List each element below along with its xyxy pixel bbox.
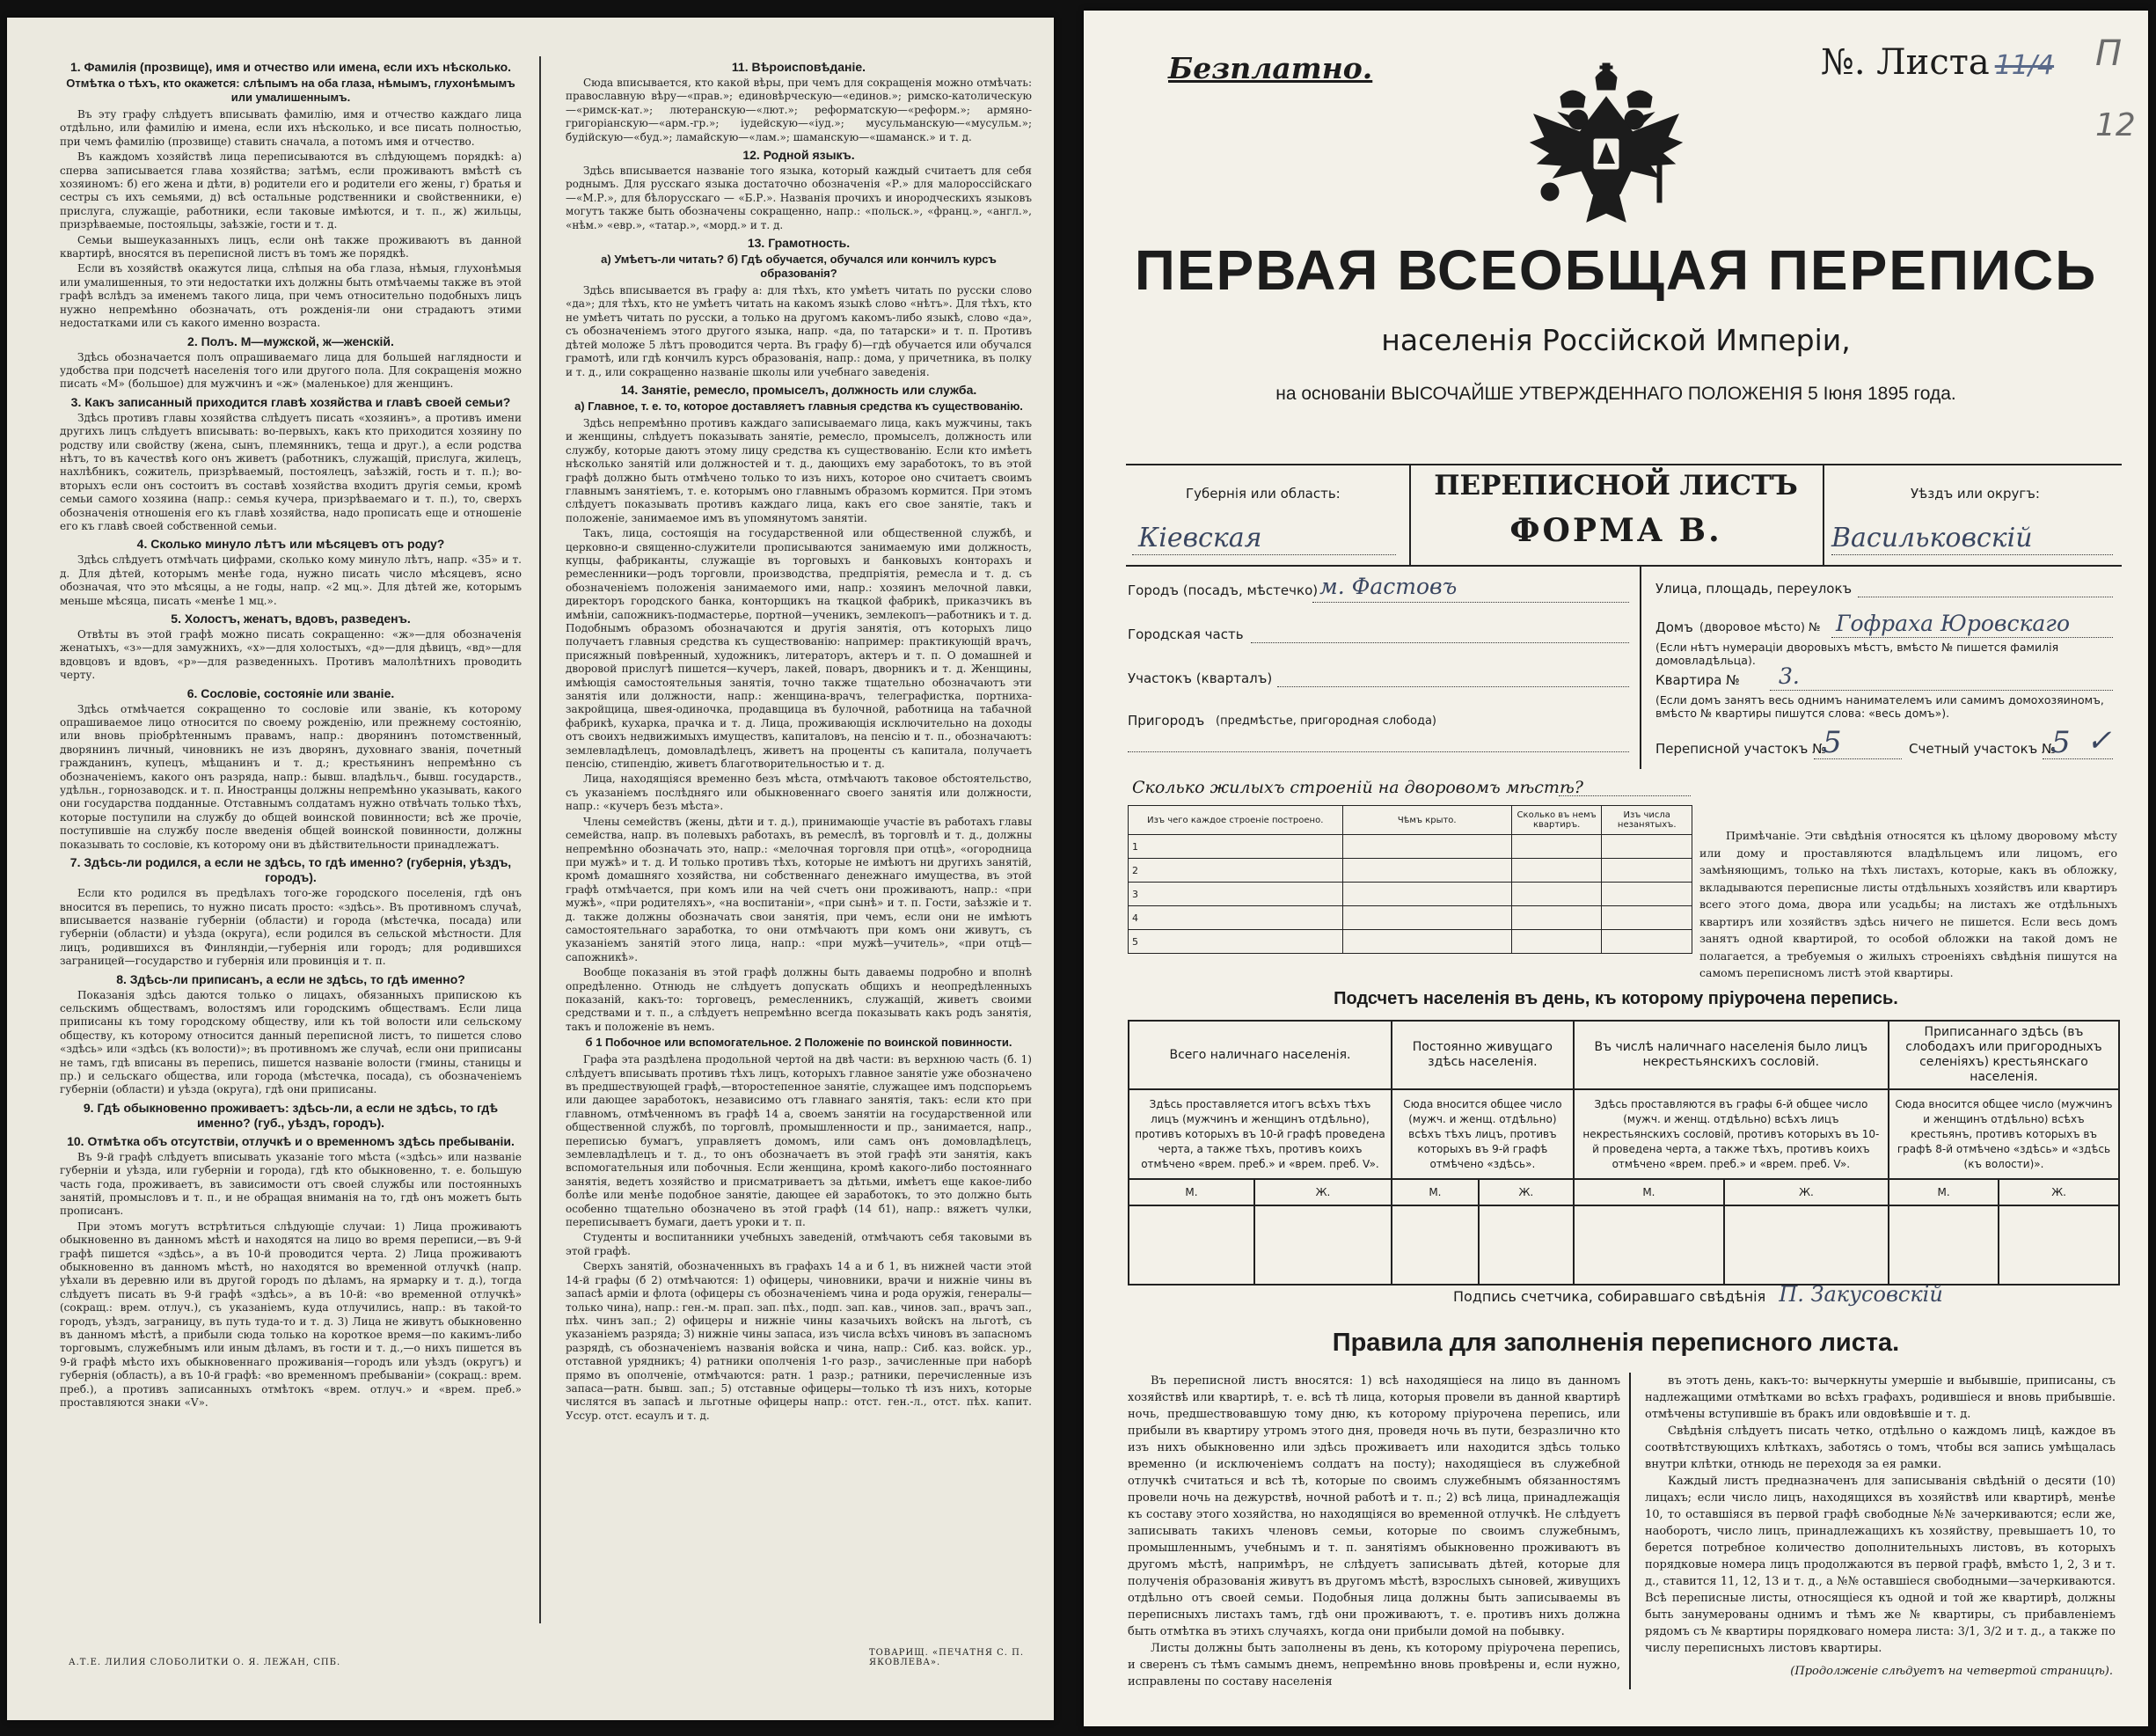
instruction-paragraph: Въ каждомъ хозяйствѣ лица переписываются въ слѣдующемъ порядкѣ: а) сперва записывается глава хозяйства; затѣмъ, если проживаютъ вмѣстѣ съ хозяиномъ: б) его жена и дѣти, в) родители его и родители его жены, г) братья и сестры съ ихъ семьями, д) всѣ остальные родственники и свойственники, е) прислуга, служащіе, работники, если таковые имѣются, и т. п., ж) жильцы, призрѣваемые, постояльцы, заѣзжіе, гости и т. д. [60, 150, 522, 231]
instruction-heading: 5. Холостъ, женатъ, вдовъ, разведенъ. [171, 612, 411, 626]
count-cell[interactable] [1889, 1205, 1999, 1285]
apartment-label: Квартира № [1655, 672, 1740, 688]
rules-paragraph: Свѣдѣнія слѣдуетъ писать четко, отдѣльно о каждомъ лицѣ, каждое въ соотвѣтствующихъ клѣткахъ, заботясь о томъ, чтобы вся запись умѣщалась внутри клѣтки, отнюдь не переходя за ея рамки. [1645, 1425, 2116, 1471]
instruction-paragraph: Здѣсь вписывается названіе того языка, который каждый считаетъ для себя роднымъ. Для русскаго языка достаточно обозначенія «Р.» для малороссійскаго—«М.Р.», для бѣлорусскаго — «Б.Р.». Названія прочихъ и инородческихъ языковъ могутъ также быть обозначены сокращенно, напр.: «польск.», «франц.», «англ.», «нѣм.» «евр.», «татар.», «морд.» и т. д. [566, 165, 1032, 231]
row-number: 5 [1129, 930, 1343, 954]
instruction-paragraph: Семьи вышеуказанныхъ лицъ, если онѣ также проживаютъ въ данной квартирѣ, вносятся въ переписной листъ въ томъ же порядкѣ. [60, 233, 522, 260]
header-divider-left [1409, 464, 1411, 567]
buildings-underline [1559, 795, 1691, 796]
suburb-hint: (предмѣстье, пригородная слобода) [1216, 714, 1436, 728]
check-mark: ✓ [2087, 723, 2112, 758]
rules-column-right [1645, 1373, 2116, 1657]
count-cell[interactable] [1999, 1205, 2119, 1285]
rules-paragraph: Каждый листъ предназначенъ для записыванія свѣдѣній о десяти (10) лицахъ; если число лицъ, находящихся въ хозяйствѣ или квартирѣ, менѣе 10, то оставшіяся въ первой графѣ свободные №№ зачеркиваются; если же, наоборотъ, число лицъ, принадлежащихъ къ хозяйству, превышаетъ 10, то берется потребное количество дополнительныхъ листовъ, въ которыхъ порядковые номера лицъ продолжаются въ первой графѣ, вмѣсто 1, 2, 3 и т. д., ставится 11, 12, 13 и т. д., а №№ оставшіеся свободными—зачеркиваются. Всѣ переписные листы, относящіеся къ одной и той же квартирѣ, должны быть занумерованы однимъ и тѣмъ же № квартиры, съ прибавленіемъ рядомъ съ № квартиры порядковаго номера листа: 3/1, 3/2 и т. д., а также по числу переписныхъ листовъ квартиры. [1645, 1475, 2116, 1655]
instruction-heading: 3. Какъ записанный приходится главѣ хозяйства и главѣ своей семьи? [70, 394, 511, 409]
census-subtitle: населенія Россійской Имперіи, [1381, 323, 1851, 357]
rules-paragraph: въ этотъ день, какъ-то: вычеркнуты умершіе и выбывшіе, приписаны, съ надлежащими отмѣтками во всѣхъ графахъ, родившіеся и вновь прибывшіе. отмѣчены вступившіе въ бракъ или овдовѣвшіе и т. д. [1645, 1374, 2116, 1421]
male-column-label: М. [1129, 1179, 1254, 1205]
header-top-line [1126, 464, 2122, 465]
form-letter: ФОРМА В. [1509, 512, 1722, 549]
buildings-question: Сколько жилыхъ строеній на дворовомъ мѣстѣ? [1132, 778, 1583, 797]
instruction-heading: 10. Отмѣтка объ отсутствіи, отлучкѣ и о временномъ здѣсь пребываніи. [67, 1133, 515, 1148]
row-number: 1 [1129, 835, 1343, 859]
instructions-column-1 [60, 56, 522, 1641]
instruction-paragraph: Сверхъ занятій, обозначенныхъ въ графахъ 14 а и б 1, въ нижней части этой 14-й графы (б 2) отмѣчаются: 1) офицеры, чиновники, врачи и нижніе чины въ запасѣ арміи и флота (офицеры съ обозначеніемъ чина и рода оружія, генералы—только чина), напр.: ген.-м. прап. зап. пѣх., подп. зап. кав., чинов. зап., врачъ зап., пѣх. чинъ зап.; 2) офицеры и нижніе чины казачьихъ войскъ на льготѣ, съ указаніемъ разряда; 3) нижніе чины запаса, изъ числа всѣхъ чиновъ въ запасномъ разрядѣ, съ обозначеніемъ названія войска и чина, напр.: Сиб. каз. войск. ур., отставной урядникъ; 4) ратники ополченія 1-го разр., зачисленные при наборѣ прямо въ ополченіе, отмѣчаются: ратн. 1 разр.; ратники, перечисленные изъ запаса—ратн. бывш. зап.; 5) отставные офицеры—только тѣ изъ нихъ, которые числятся въ запасѣ и льготные офицеры напр.: отст. ген.-л., отст. пѣх. капит. Уссур. отст. есаулъ и т. д. [566, 1260, 1032, 1422]
imperial-eagle-emblem-icon [1527, 62, 1685, 229]
counting-district-underline [2043, 758, 2113, 759]
male-column-label: М. [1889, 1179, 1999, 1205]
instruction-heading: 9. Гдѣ обыкновенно проживаетъ: здѣсь-ли, а если не здѣсь, то гдѣ именно? (губ., уѣздъ, городъ). [83, 1100, 499, 1130]
counting-district-label: Счетный участокъ № [1909, 741, 2056, 757]
instruction-heading: а) Умѣетъ-ли читать? б) Гдѣ обучается, обучался или кончилъ курсъ образованія? [601, 253, 997, 281]
population-header: Постоянно живущаго здѣсь населенія. [1392, 1021, 1574, 1089]
suburb-underline [1128, 751, 1629, 752]
gubernia-label: Губернія или область: [1186, 486, 1341, 502]
rules-paragraph: Листы должны быть заполнены въ день, къ которому пріурочена перепись, и сверенъ съ тѣмъ самымъ днемъ, непремѣнно вновь провѣрены и, если нужно, исправлены по составу населенія [1128, 1642, 1620, 1688]
female-column-label: Ж. [1724, 1179, 1889, 1205]
instruction-paragraph: Въ эту графу слѣдуетъ вписывать фамилію, имя и отчество каждаго лица отдѣльно, или фамилію и имена, если ихъ нѣсколько, и все писать полностью, при чемъ фамилію (прозвище) ставить сначала, а потомъ имя и отчество. [60, 108, 522, 148]
instruction-paragraph: Члены семействъ (жены, дѣти и т. д.), принимающіе участіе въ работахъ главы семейства, напр. въ полевыхъ работахъ, въ ремеслѣ, въ торговлѣ и т. д., должны непремѣнно обозначать это, напр.: «мелочная торговля при отцѣ», «огородница при мужѣ» и т. д. И только противъ тѣхъ, которые не имѣютъ ни другихъ занятій, кромѣ домашняго хозяйства, ни собственнаго денежнаго имущества, въ этой графѣ отмѣчается, при комъ или на чей счетъ они проживаютъ, напр.: «при мужѣ», «при родителяхъ», «на воспитаніи», «при сынѣ» и т. п. Гости, заѣзжіе и т. д. также должны обозначать свои занятія, при чемъ, если они не имѣютъ самостоятельнаго заработка, то они отмѣчаютъ при комъ они живутъ, съ указаніемъ занятій этого лица, напр.: «при мужѣ—учитель», «при отцѣ—сапожникѣ». [566, 815, 1032, 963]
population-description: Сюда вносится общее число (мужчинъ и женщинъ отдѣльно) всѣхъ крестьянъ, противъ которыхъ въ графѣ 8-й отмѣчено «здѣсь» и «здѣсь (къ волости)». [1889, 1089, 2119, 1179]
header-divider-right [1823, 464, 1824, 567]
male-column-label: М. [1392, 1179, 1479, 1205]
city-underline [1312, 602, 1629, 603]
instruction-heading: 2. Полъ. М—мужской, ж—женскій. [187, 333, 394, 348]
uezd-value[interactable]: Васильковскій [1831, 523, 2033, 553]
census-district-value[interactable]: 5 [1823, 725, 1842, 760]
header-bottom-line [1126, 565, 2122, 567]
city-district-underline [1251, 642, 1629, 643]
instruction-paragraph: Здѣсь обозначается полъ опрашиваемаго лица для большей наглядности и удобства при подсчетѣ населенія того или другого пола. Для сокращенія можно писать «М» (большое) для мужчинъ и «ж» (маленькое) для женщинъ. [60, 350, 522, 391]
city-value[interactable]: м. Фастовъ [1319, 574, 1458, 599]
row-number: 3 [1129, 883, 1343, 906]
ward-underline [1277, 686, 1629, 687]
sheet-number-value: 11/4 [1994, 50, 2055, 81]
table-row [1129, 835, 1692, 859]
sheet-number [1821, 42, 2054, 83]
rules-column-left [1128, 1373, 1620, 1690]
house-note: (Если нѣтъ нумераціи дворовыхъ мѣстъ, вмѣсто № пишется фамилія домовладѣльца). [1655, 641, 2059, 667]
apartment-value[interactable]: 3. [1779, 663, 1800, 689]
table-row [1129, 883, 1692, 906]
gubernia-underline [1132, 554, 1396, 555]
population-description: Здѣсь проставляются въ графы 6-й общее число (мужч. и женщ. отдѣльно) всѣхъ лицъ некрестьянскихъ сословій, противъ которыхъ въ 10-й проведена черта, а также тѣхъ, противъ коихъ отмѣчено «врем. преб.» и «врем. преб. V». [1574, 1089, 1889, 1179]
house-hint: (дворовое мѣсто) № [1699, 621, 1821, 634]
instruction-heading: б 1 Побочное или вспомогательное. 2 Положеніе по воинской повинности. [585, 1036, 1012, 1050]
uezd-label: Уѣздъ или округъ: [1911, 486, 2040, 502]
instruction-paragraph: Здѣсь отмѣчается сокращенно то сословіе или званіе, къ которому опрашиваемое лицо относится по своему рожденію, или прежнему состоянію, или вновь пріобрѣтеннымъ правамъ, напр.: дворянинъ потомственный, дворянинъ личный, чиновникъ не изъ дворянъ, духовнаго званія, почетный гражданинъ, купецъ, мѣщанинъ и т. д.; крестьянинъ непремѣнно съ обозначеніемъ, какого онъ разряда, напр.: бывш. владѣльч., бывш. государств., удѣльн., горнозаводск. и т. п. Иностранцы должны непремѣнно указывать, какого они государства подданные. Отставнымъ солдатамъ нужно отвѣчать только тѣхъ, которые поступили на службу до общей воинской повинности; всѣ же прочіе, поступившіе на службу после введенія общей воинской повинности, должны показывать то сословіе, къ которому они въ дѣйствительности принадлежатъ. [60, 702, 522, 851]
census-form-page [1084, 11, 2148, 1726]
row-number: 2 [1129, 859, 1343, 883]
population-count-table [1128, 1020, 2120, 1286]
rules-paragraph: Въ переписной листъ вносятся: 1) всѣ находящіеся на лицо въ данномъ хозяйствѣ или квартирѣ, т. е. всѣ тѣ лица, которыя провели въ данной квартирѣ ночь, предшествовавшую тому дню, къ которому пріурочена перепись, или прибыли въ квартиру утромъ этого дня, проведя ночь въ пути, безразлично кто изъ нихъ обыкновенно или здѣсь проживаетъ или находится здѣсь только временно (и исключеніемъ солдатъ на посту); находящіеся въ служебной отлучкѣ считаться и всѣ тѣ, которые по своимъ служебнымъ обязанностямъ провели ночь на дежурствѣ, ночной работѣ и т. п.; 2) всѣ лица, принадлежащія къ составу этого хозяйства, но находящіяся во временной отлучкѣ. Не слѣдуетъ записывать такихъ членовъ семьи, которые по своимъ служебнымъ, промышленнымъ, учебнымъ и т. п. занятіямъ обыкновенно проживаютъ въ другомъ мѣстѣ, напримѣръ, не слѣдуетъ записывать дѣтей, которые для полученія образованія живутъ въ другомъ мѣстѣ, взрослыхъ сыновей, живущихъ отдѣльно отъ своей семьи. Подобныя лица должны быть записываемы въ переписныхъ листахъ тамъ, гдѣ они проживаютъ, т. е. противъ нихъ должна быть отмѣтка въ этихъ случаяхъ, когда они прибыли домой на побывку. [1128, 1374, 1620, 1638]
male-column-label: М. [1574, 1179, 1724, 1205]
counting-district-value[interactable]: 5 [2051, 725, 2071, 760]
instruction-paragraph: При этомъ могутъ встрѣтиться слѣдующіе случаи: 1) Лица проживаютъ обыкновенно въ данномъ мѣстѣ и находятся на лицо во время переписи,—въ 9-й графѣ пишется «здѣсь», а въ 10-й проводится черта. 2) Лица проживаютъ обыкновенно въ данномъ мѣстѣ, но находятся во временной отлучкѣ (напр. уѣхали въ деревню или въ другой городъ по дѣламъ, на ярмарку и т. д.), тогда слѣдуетъ писать въ 9-й графѣ «здѣсь», а въ 10-й: «во временной отлучкѣ» (сокращ.: врем. отлуч.), съ указаніемъ, куда отлучились, напр.: въ такой-то городъ, уѣздъ, заграницу, въ путь туда-то и т. д. 3) Лица не живутъ обыкновенно въ данномъ мѣстѣ, а прибыли сюда только на короткое время—по какимъ-либо торговымъ, служебнымъ или иным дѣламъ, въ гости и т. д.,—о нихъ пишется въ 9-й графѣ мѣсто ихъ обыкновеннаго проживанія—городъ или уѣздъ (округъ) и губернія (область), а въ 10-й графѣ: «во временномъ пребываніи» (сокращ.: врем. преб.), а противъ записанныхъ отмѣтокъ «врем. отлуч.» и «врем. преб.» проставляются знаки «V». [60, 1220, 522, 1410]
female-column-label: Ж. [1479, 1179, 1574, 1205]
instruction-heading: 1. Фамилія (прозвище), имя и отчество или имена, если ихъ нѣсколько. [69, 60, 512, 74]
instructions-column-2 [566, 56, 1032, 1641]
population-description: Здѣсь проставляется итогъ всѣхъ тѣхъ лицъ (мужчинъ и женщинъ отдѣльно), противъ которыхъ въ 10-й графѣ проведена черта, а также тѣхъ, противъ коихъ отмѣчено «врем. преб.» и «врем. преб. V». [1129, 1089, 1392, 1179]
enumerator-signature [1453, 1282, 1943, 1307]
count-cell[interactable] [1479, 1205, 1574, 1285]
apartment-underline [1770, 690, 2113, 691]
instruction-paragraph: Показанія здѣсь даются только о лицахъ, обязанныхъ припискою къ сельскимъ обществамъ, волостямъ или городскимъ обществамъ. Если лица приписаны къ тому городскому обществу, или къ той волости или сельскому обществу, къ которому относится данный переписной листъ, то пишется слово «здѣсь» или «здѣсь (къ волости)»; въ противномъ же случаѣ, если они приписаны не тамъ, гдѣ вписаны въ перепись, пишется названіе волости (гмины, станицы и пр.) и сельскаго общества, или города (мѣстечка, посада), съ обозначеніемъ губерніи (области) и уѣзда (округа), гдѣ они приписаны. [60, 988, 522, 1096]
instruction-paragraph: Здѣсь непремѣнно противъ каждаго записываемаго лица, какъ мужчины, такъ и женщины, слѣдуетъ показывать занятіе, ремесло, промыселъ, должность или службу, которые даютъ этому лицу средства къ существованію. Если кто имѣетъ нѣсколько занятій или должностей и т. д., дающихъ ему заработокъ, то въ этой графѣ должно быть отмѣчено только то изъ нихъ, которое оно считаетъ своимъ главнымъ занятіемъ, т. е. которымъ оно главнымъ образомъ кормится. При этомъ слѣдуетъ показывать противъ каждаго лица, какъ его свое занятіе, такъ и положеніе, занимаемое имъ въ упомянутомъ занятіи. [566, 416, 1032, 524]
suburb-label: Пригородъ [1128, 713, 1205, 729]
instruction-paragraph: Если кто родился въ предѣлахъ того-же городского поселенія, гдѣ онъ вносится въ перепись, то нужно писать просто: «здѣсь». Въ противномъ случаѣ, вписывается названіе губерніи (области) и города (мѣстечка, посада) или губерніи (области) и уѣзда (округа), если родился въ сельской мѣстности. Для лицъ, родившихся въ Финляндіи,—губернія или городъ; для родившихся заграницей—государство и губернія или провинція и т. п. [60, 887, 522, 968]
instruction-paragraph: Здѣсь слѣдуетъ отмѣчать цифрами, сколько кому минуло лѣтъ, напр. «35» и т. д. Для дѣтей, которымъ менѣе года, нужно писать число мѣсяцевъ, ясно обозначая, что это мѣсяцы, а не годы, напр. «2 мц.». Для дѣтей же, которымъ меньше мѣсяца, писать «менѣе 1 мц.». [60, 553, 522, 607]
pencil-mark-1: П [2095, 33, 2123, 74]
instruction-paragraph: Студенты и воспитанники учебныхъ заведеній, отмѣчаютъ себя таковыми въ этой графѣ. [566, 1231, 1032, 1257]
count-cell[interactable] [1254, 1205, 1392, 1285]
street-label: Улица, площадь, переулокъ [1655, 581, 1853, 597]
instruction-heading: 7. Здѣсь-ли родился, а если не здѣсь, то гдѣ именно? (губернія, уѣздъ, городъ). [69, 855, 512, 885]
instruction-paragraph: Въ 9-й графѣ слѣдуетъ вписывать указаніе того мѣста («здѣсь» или названіе губерніи и уѣзда, или губерніи и города), гдѣ кто обыкновенно, т. е. большую часть года, проживаетъ, въ зависимости отъ своей службы или постоянныхъ занятій, промысловъ и т. п., и не обращая вниманія на то, гдѣ онъ можетъ быть прописанъ. [60, 1150, 522, 1218]
population-header: Приписаннаго здѣсь (въ слободахъ или пригородныхъ селеніяхъ) крестьянскаго населенія. [1889, 1021, 2119, 1089]
population-count-title: Подсчетъ населенія въ день, къ которому пріурочена перепись. [1334, 989, 1898, 1008]
printer-imprint-right: ТОВАРИЩ. «ПЕЧАТНЯ С. П. ЯКОВЛЕВА». [869, 1648, 1025, 1667]
count-cell[interactable] [1574, 1205, 1724, 1285]
count-cell[interactable] [1129, 1205, 1254, 1285]
apartment-note: (Если домъ занятъ весь однимъ нанимателемъ или самимъ домохозяиномъ, вмѣсто № квартиры пишутся слова: «весь домъ»). [1655, 693, 2104, 720]
city-label: Городъ (посадъ, мѣстечко) [1128, 582, 1319, 598]
table-row [1129, 859, 1692, 883]
uezd-underline [1831, 554, 2113, 555]
instruction-paragraph: Сюда вписывается, кто какой вѣры, при чемъ для сокращенія можно отмѣчать: православную вѣру—«прав.»; единовѣрческую—«единов.»; римско-католическую—«римск-кат.»; лютеранскую—«лют.»; реформатскую—«реформ.»; армяно-григоріанскую—«арм.-гр.»; іудейскую—«іуд.»; мусульманскую—«мусульм.»; будійскую—«буд.»; ламайскую—«лам.»; шаманскую—«шаманск.» и т. д. [566, 77, 1032, 143]
house-label: Домъ [1655, 619, 1693, 635]
free-of-charge-label: Безплатно. [1168, 51, 1373, 85]
house-underline [1831, 637, 2113, 638]
buildings-header: Изъ числа незанятыхъ. [1602, 806, 1692, 835]
instruction-heading: 6. Сословіе, состояніе или званіе. [186, 685, 395, 700]
census-title: ПЕРВАЯ ВСЕОБЩАЯ ПЕРЕПИСЬ [1134, 238, 2098, 302]
female-column-label: Ж. [1999, 1179, 2119, 1205]
buildings-note: Примѣчаніе. Эти свѣдѣнія относятся къ цѣлому дворовому мѣсту или дому и проставляются владѣльцемъ или лицомъ, его замѣняющимъ, только на тѣхъ листахъ, которые, какъ въ обложку, вкладываются переписные листы отдѣльныхъ хозяйствъ или квартиръ всего этого дома, двора или усадьбы; на листахъ же отдѣльныхъ квартиръ или хозяйствъ здѣсь ничего не пишется. Если весь домъ занятъ одной квартирой, то особой обложки на такой домъ не полагается, а требуемыя о жилыхъ строеніяхъ свѣдѣнія пишутся на самомъ переписномъ листѣ этой квартиры. [1699, 829, 2117, 979]
count-cell[interactable] [1724, 1205, 1889, 1285]
form-title: ПЕРЕПИСНОЙ ЛИСТЪ [1434, 470, 1798, 502]
table-row [1129, 930, 1692, 954]
instruction-heading: 8. Здѣсь-ли приписанъ, а если не здѣсь, то гдѣ именно? [116, 971, 465, 986]
rules-title: Правила для заполненія переписного листа. [1332, 1329, 1900, 1357]
buildings-header: Изъ чего каждое строеніе построено. [1129, 806, 1343, 835]
instruction-heading: 12. Родной языкъ. [742, 148, 855, 163]
instruction-paragraph: Здѣсь противъ главы хозяйства слѣдуетъ писать «хозяинъ», а противъ имени другихъ лицъ слѣдуетъ вписывать: во-первыхъ, какъ кто приходится хозяину по родству или свойству (жена, сынъ, племянникъ, теща и друг.), а если родства нѣтъ, то въ качествѣ кого онъ живетъ (работникъ, служащій, прислуга, жилецъ, нахлѣбникъ, сожитель, призрѣваемый, постоялецъ, заѣзжій, гость и т. п.); во-вторыхъ если онъ состоитъ въ составѣ хозяйства входитъ другія семьи, кромѣ семьи самого хозяина (напр.: семья кучера, призрѣваемаго и т. п.), то, сверхъ обозначенія отношенія его къ главѣ хозяйства, надо прописать еще и отношеніе его къ главѣ своей собственной семьи. [60, 411, 522, 532]
census-district-underline [1814, 758, 1902, 759]
population-header: Всего наличнаго населенія. [1129, 1021, 1392, 1089]
rules-divider [1629, 1373, 1631, 1689]
instruction-paragraph: Здѣсь вписывается въ графу а: для тѣхъ, кто умѣетъ читать по русски слово «да»; для тѣхъ, кто не умѣетъ читать на какомъ языкѣ слово «нѣтъ». Для тѣхъ, кто не умѣетъ читать по русски, а только на другомъ какомъ-либо языкѣ, слово «да», съ обозначеніемъ этого другого языка, напр. «да, по татарски» и т. п. Противъ дѣтей моложе 5 лѣтъ проводится черта. Въ графу б)—гдѣ обучается или обучался грамотѣ, или гдѣ кончилъ курсъ образованія, напр.: дома, у причетника, въ полку и т. д., или сокращенно названіе школы или учебнаго заведенія. [566, 284, 1032, 378]
instruction-heading: 14. Занятіе, ремесло, промыселъ, должность или служба. [620, 382, 977, 397]
count-cell[interactable] [1392, 1205, 1479, 1285]
house-value[interactable]: Гофраха Юровскаго [1836, 611, 2070, 636]
printer-imprint-left: А.Т.Е. ЛИЛИЯ СЛОБОЛИТКИ О. Я. ЛЕЖАН, СПБ. [69, 1658, 341, 1667]
pencil-mark-2: 12 [2095, 107, 2136, 143]
gubernia-value[interactable]: Кіевская [1138, 523, 1262, 553]
instruction-heading: 4. Сколько минуло лѣтъ или мѣсяцевъ отъ роду? [136, 537, 445, 552]
instruction-heading: 11. Вѣроисповѣданіе. [731, 60, 866, 74]
buildings-table [1128, 805, 1692, 954]
instruction-paragraph: Графа эта раздѣлена продольной чертой на двѣ части: въ верхнюю часть (б. 1) слѣдуетъ вписывать противъ тѣхъ лицъ, которыхъ главное занятіе уже обозначено въ предшествующей графѣ,—второстепенное занятіе, служащее имъ подспорьемъ или дающее заработокъ, независимо отъ главнаго занятія, такъ: если кто при главномъ, отмѣченномъ въ графѣ 14 а, своемъ занятіи на государственной или общественной службѣ, по торговлѣ, промышленности и пр., занимается, напр., переписью бумагъ, управляетъ домомъ, или самъ онъ домовладѣлецъ, землевладѣлецъ и т. д., то онъ обозначаетъ въ этой графѣ эти занятія, какъ вспомогательныя или побочныя. Если женщина, кромѣ какого-либо постояннаго занятія, ведетъ хозяйство и присматриваетъ за дѣтьми, имѣетъ еще какое-либо болѣе или менѣе подобное занятіе, дающее ей заработокъ, то это должно быть особенно тщательно обозначено въ этой графѣ (14 б1), напр.: вяжетъ чулки, переписываетъ бумаги, даетъ уроки и т. п. [566, 1053, 1032, 1229]
instruction-paragraph: Если въ хозяйствѣ окажутся лица, слѣпыя на оба глаза, нѣмыя, глухонѣмыя или умалишенныя, то эти недостатки ихъ должны быть отмѣчаемы также въ этой графѣ вслѣдъ за именемъ такого лица, при чемъ относительно подобныхъ лицъ нужно непремѣнно обозначать, отъ рожденія-ли они страдаютъ этими недостатками или съ какого именно возраста. [60, 262, 522, 330]
population-description: Сюда вносится общее число (мужч. и женщ. отдѣльно) всѣхъ тѣхъ лицъ, противъ которыхъ въ 9-й графѣ отмѣчено «здѣсь». [1392, 1089, 1574, 1179]
row-number: 4 [1129, 906, 1343, 930]
sheet-number-label: №. Листа [1821, 42, 1990, 83]
address-divider [1640, 567, 1641, 769]
population-header: Въ числѣ наличнаго населенія было лицъ некрестьянскихъ сословій. [1574, 1021, 1889, 1089]
instruction-heading: а) Главное, т. е. то, которое доставляетъ главныя средства къ существованію. [574, 399, 1023, 413]
legal-basis: на основаніи ВЫСОЧАЙШЕ УТВЕРЖДЕННАГО ПОЛОЖЕНІЯ 5 Іюня 1895 года. [1275, 384, 1956, 404]
instruction-paragraph: Вообще показанія въ этой графѣ должны быть даваемы подробно и вполнѣ опредѣленно. Отнюдь не слѣдуетъ допускать общихъ и неопредѣленныхъ показаній, какъ-то: торговецъ, ремесленникъ, служащій, живетъ своими средствами и т. п., а слѣдуетъ непремѣнно всегда показывать какъ родъ занятія, такъ и положеніе въ немъ. [566, 966, 1032, 1033]
signature-value[interactable]: П. Закусовскій [1779, 1282, 1943, 1307]
city-district-label: Городская часть [1128, 626, 1244, 642]
instructions-page [7, 18, 1054, 1720]
buildings-header: Чѣмъ крыто. [1342, 806, 1511, 835]
instruction-paragraph: Такъ, лица, состоящія на государственной или общественной службѣ, и церковно-и священно-служители прописываются занимаемую ими должность, купцы, фабриканты, служащіе въ торговыхъ и банковыхъ конторахъ и ремесленники—родъ торговли, производства, предпріятія, ремесла и т. д. съ обозначеніемъ положенія занимаемого ими, напр.: хозяинъ мелочной лавки, директоръ городского банка, конторщикъ на ткацкой фабрикѣ, приказчикъ въ имѣніи, сапожникъ-подмастерье, портной—ученикъ, землекопъ—работникъ и т. д. Подобнымъ образомъ обозначаются и другія занятія, отъ которыхъ лицо получаетъ главныя средства къ существованію: например: практикующій врачъ, присяжный повѣренный, художникъ, литераторъ, актеръ и т. п. О домашней и дворовой прислугѣ пишется—кучеръ, лакей, поваръ, дворникъ и т. д. Женщины, имѣющія самостоятельныя занятія, точно также тщательно обозначаютъ эти занятія или должности, напр.: женщина-врачъ, телеграфистка, портниха-закройщица, швея-одиночка, продавщица въ булочной, работница на табачной фабрикѣ, кухарка, прачка и т. д. Лица, проживающія исключительно на доходы отъ своихъ недвижимыхъ имуществъ, капиталовъ, на пенсію и т. п., обозначаютъ: землевладѣлецъ, домовладѣлецъ, живетъ на проценты съ капитала, получаетъ пенсію, стипендію, живетъ благотворительностью и т. д. [566, 527, 1032, 771]
female-column-label: Ж. [1254, 1179, 1392, 1205]
table-row [1129, 906, 1692, 930]
buildings-header: Сколько въ немъ квартиръ. [1511, 806, 1602, 835]
instruction-heading: Отмѣтка о тѣхъ, кто окажется: слѣпымъ на оба глаза, нѣмымъ, глухонѣмымъ или умалишеннымъ. [66, 77, 515, 104]
signature-label: Подпись счетчика, собиравшаго свѣдѣнія [1453, 1288, 1766, 1305]
ward-label: Участокъ (кварталъ) [1128, 670, 1273, 686]
column-divider [539, 56, 541, 1623]
instruction-paragraph: Лица, находящіяся временно безъ мѣста, отмѣчаютъ таковое обстоятельство, съ указаніемъ послѣдняго или обыкновеннаго своего занятія или должности, напр.: «кучеръ безъ мѣста». [566, 773, 1032, 813]
instruction-heading: 13. Грамотность. [747, 236, 851, 251]
instruction-paragraph: Отвѣты въ этой графѣ можно писать сокращенно: «ж»—для обозначенія женатыхъ, «з»—для замужнихъ, «х»—для холостыхъ, «д»—для дѣвицъ, «вд»—для вдовцовъ и вдовъ, «р»—для разведенныхъ. Противъ малолѣтнихъ проводить черту. [60, 628, 522, 682]
continuation-note: (Продолженіе слѣдуетъ на четвертой страницѣ). [1790, 1665, 2113, 1678]
census-district-label: Переписной участокъ № [1655, 741, 1826, 757]
